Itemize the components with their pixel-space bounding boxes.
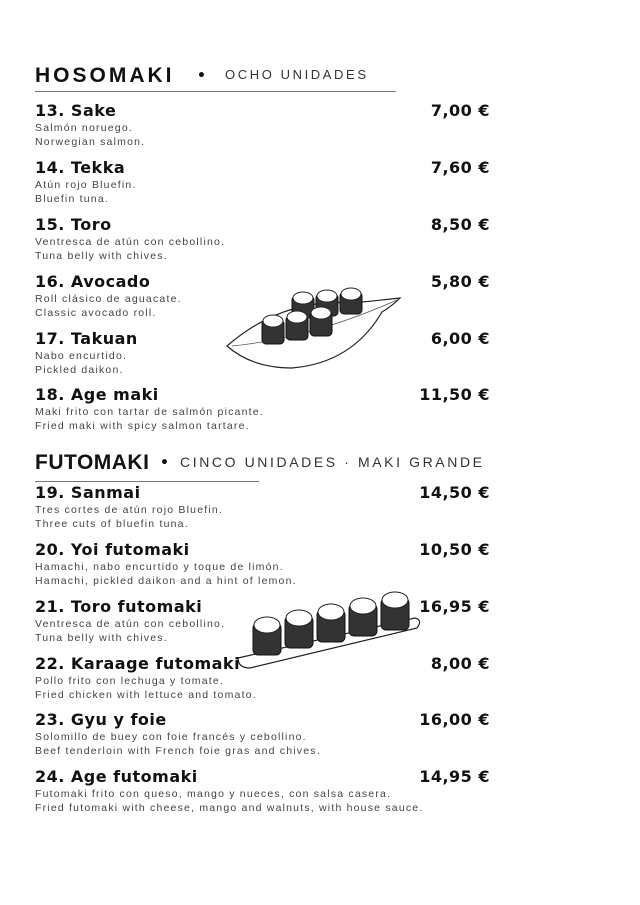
item-description-en: Three cuts of bluefin tuna. — [35, 518, 189, 530]
item-name: 22. Karaage futomaki — [35, 654, 241, 673]
item-description-es: Hamachi, nabo encurtido y toque de limón. — [35, 561, 284, 573]
item-description-es: Solomillo de buey con foie francés y cebollino. — [35, 731, 307, 743]
item-description-en: Beef tenderloin with French foie gras and chives. — [35, 745, 321, 757]
item-price: 5,80 € — [430, 272, 490, 291]
item-price: 10,50 € — [419, 540, 490, 559]
divider — [35, 91, 396, 92]
menu-item — [35, 158, 490, 206]
item-description-es: Ventresca de atún con cebollino. — [35, 618, 226, 630]
menu-item — [35, 101, 490, 149]
menu-item — [35, 654, 490, 702]
item-description-es: Atún rojo Bluefin. — [35, 179, 137, 191]
menu-item — [35, 483, 490, 531]
menu-item — [35, 540, 490, 588]
item-description-es: Ventresca de atún con cebollino. — [35, 236, 226, 248]
item-name: 21. Toro futomaki — [35, 597, 203, 616]
item-description-es: Roll clásico de aguacate. — [35, 293, 182, 305]
menu-item — [35, 329, 490, 377]
item-description-en: Bluefin tuna. — [35, 193, 109, 205]
item-description-en: Classic avocado roll. — [35, 307, 157, 319]
item-price: 16,95 € — [419, 597, 490, 616]
item-description-en: Tuna belly with chives. — [35, 250, 168, 262]
item-price: 7,60 € — [430, 158, 490, 177]
item-description-es: Maki frito con tartar de salmón picante. — [35, 406, 264, 418]
section-title-futomaki: FUTOMAKI — [35, 451, 150, 474]
item-description-es: Salmón noruego. — [35, 122, 133, 134]
item-price: 14,50 € — [419, 483, 490, 502]
menu-item — [35, 385, 490, 433]
item-name: 17. Takuan — [35, 329, 138, 348]
item-description-es: Futomaki frito con queso, mango y nueces, con salsa casera. — [35, 788, 392, 800]
menu-item — [35, 710, 490, 758]
item-price: 6,00 € — [430, 329, 490, 348]
item-name: 20. Yoi futomaki — [35, 540, 190, 559]
item-description-es: Pollo frito con lechuga y tomate. — [35, 675, 225, 687]
bullet: • — [160, 455, 169, 471]
item-name: 16. Avocado — [35, 272, 151, 291]
item-price: 14,95 € — [419, 767, 490, 786]
item-name: 19. Sanmai — [35, 483, 141, 502]
item-description-en: Hamachi, pickled daikon and a hint of lemon. — [35, 575, 297, 587]
item-description-es: Nabo encurtido. — [35, 350, 128, 362]
divider — [35, 481, 259, 482]
section-title-hosomaki: HOSOMAKI — [35, 64, 175, 87]
item-price: 16,00 € — [419, 710, 490, 729]
item-name: 24. Age futomaki — [35, 767, 198, 786]
item-price: 8,00 € — [430, 654, 490, 673]
item-price: 11,50 € — [419, 385, 490, 404]
item-description-en: Fried chicken with lettuce and tomato. — [35, 689, 257, 701]
item-name: 13. Sake — [35, 101, 117, 120]
menu-item — [35, 767, 490, 815]
item-description-en: Norwegian salmon. — [35, 136, 146, 148]
item-name: 23. Gyu y foie — [35, 710, 167, 729]
item-name: 15. Toro — [35, 215, 112, 234]
item-price: 8,50 € — [430, 215, 490, 234]
item-description-en: Tuna belly with chives. — [35, 632, 168, 644]
menu-item — [35, 597, 490, 645]
item-description-en: Pickled daikon. — [35, 364, 124, 376]
item-description-en: Fried futomaki with cheese, mango and walnuts, with house sauce. — [35, 802, 424, 814]
item-price: 7,00 € — [430, 101, 490, 120]
item-name: 14. Tekka — [35, 158, 126, 177]
menu-item — [35, 215, 490, 263]
item-description-es: Tres cortes de atún rojo Bluefin. — [35, 504, 224, 516]
item-name: 18. Age maki — [35, 385, 159, 404]
bullet: • — [197, 68, 206, 84]
section-subtitle-futomaki: CINCO UNIDADES · MAKI GRANDE — [180, 454, 485, 470]
item-description-en: Fried maki with spicy salmon tartare. — [35, 420, 250, 432]
menu-item — [35, 272, 490, 320]
section-subtitle-hosomaki: OCHO UNIDADES — [225, 67, 369, 82]
